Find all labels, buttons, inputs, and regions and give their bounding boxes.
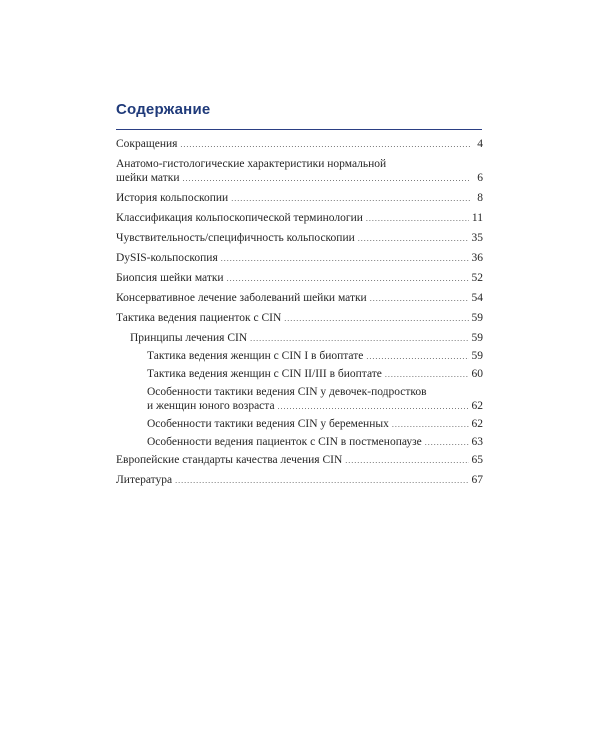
toc-entry-title: Классификация кольпоскопической терминологии xyxy=(116,212,363,224)
toc-page-number: 52 xyxy=(471,272,483,284)
toc-entry-title: Тактика ведения пациенток с CIN xyxy=(116,312,282,324)
toc-entry-european-standards[interactable] xyxy=(116,453,483,468)
dot-leader xyxy=(221,252,469,266)
toc-entry-title: Тактика ведения женщин с CIN II/III в биоптате xyxy=(147,368,382,380)
toc-page-number: 8 xyxy=(477,192,483,204)
title-divider xyxy=(116,129,482,130)
toc-entry-title-line1: Особенности тактики ведения CIN у девочек-подростков xyxy=(147,386,427,398)
toc-page-number: 35 xyxy=(471,232,483,244)
toc-entry-dysis[interactable] xyxy=(116,251,483,266)
toc-page-number: 59 xyxy=(471,332,483,344)
dot-leader xyxy=(370,292,469,306)
toc-page-number: 62 xyxy=(471,418,483,430)
table-of-contents xyxy=(116,137,483,493)
toc-entry-title: Тактика ведения женщин с CIN I в биоптате xyxy=(147,350,364,362)
toc-entry-anatomy[interactable] xyxy=(116,157,483,186)
toc-page-number: 59 xyxy=(471,312,483,324)
dot-leader xyxy=(345,454,468,468)
toc-page-number: 54 xyxy=(471,292,483,304)
dot-leader xyxy=(284,312,468,326)
toc-entry-title: Особенности тактики ведения CIN у беременных xyxy=(147,418,389,430)
toc-entry-title: Консервативное лечение заболеваний шейки матки xyxy=(116,292,367,304)
toc-entry-title: Европейские стандарты качества лечения CIN xyxy=(116,454,343,466)
toc-entry-title-line1: Анатомо-гистологические характеристики нормальной xyxy=(116,158,387,170)
toc-entry-title: Принципы лечения CIN xyxy=(130,332,248,344)
toc-page-number: 59 xyxy=(471,350,483,362)
dot-leader xyxy=(358,232,469,246)
toc-entry-sensitivity[interactable] xyxy=(116,231,483,246)
toc-entry-title: Биопсия шейки матки xyxy=(116,272,224,284)
dot-leader xyxy=(180,138,470,152)
dot-leader xyxy=(231,192,470,206)
page-title: Содержание xyxy=(116,101,211,118)
toc-entry-cin2-3[interactable] xyxy=(116,367,483,382)
toc-entry-title: История кольпоскопии xyxy=(116,192,229,204)
toc-entry-title: DySIS-кольпоскопия xyxy=(116,252,218,264)
toc-entry-cin1[interactable] xyxy=(116,349,483,364)
dot-leader xyxy=(227,272,469,286)
dot-leader xyxy=(278,400,469,414)
dot-leader xyxy=(385,368,469,382)
toc-page-number: 65 xyxy=(471,454,483,466)
toc-entry-cin-management[interactable] xyxy=(116,311,483,326)
toc-entry-biopsy[interactable] xyxy=(116,271,483,286)
toc-entry-conservative-treatment[interactable] xyxy=(116,291,483,306)
toc-entry-classification[interactable] xyxy=(116,211,483,226)
dot-leader xyxy=(175,474,468,488)
toc-entry-title: шейки матки xyxy=(116,172,180,184)
toc-page-number: 62 xyxy=(471,400,483,412)
toc-page-number: 4 xyxy=(477,138,483,150)
toc-page-number: 11 xyxy=(471,212,483,224)
dot-leader xyxy=(183,172,470,186)
toc-entry-references[interactable] xyxy=(116,473,483,488)
toc-page-number: 60 xyxy=(471,368,483,380)
toc-entry-cin-principles[interactable] xyxy=(116,331,483,346)
dot-leader xyxy=(250,332,468,346)
toc-entry-title: Особенности ведения пациенток с CIN в постменопаузе xyxy=(147,436,422,448)
toc-entry-abbreviations[interactable] xyxy=(116,137,483,152)
dot-leader xyxy=(366,212,469,226)
toc-entry-title: Чувствительность/специфичность кольпоскопии xyxy=(116,232,355,244)
toc-entry-cin-adolescents[interactable] xyxy=(116,385,483,414)
dot-leader xyxy=(392,418,469,432)
dot-leader xyxy=(425,436,469,450)
toc-page-number: 67 xyxy=(471,474,483,486)
toc-entry-cin-postmenopause[interactable] xyxy=(116,435,483,450)
toc-entry-title: Сокращения xyxy=(116,138,178,150)
toc-entry-title: и женщин юного возраста xyxy=(147,400,275,412)
toc-page-number: 6 xyxy=(477,172,483,184)
toc-entry-history[interactable] xyxy=(116,191,483,206)
toc-entry-cin-pregnancy[interactable] xyxy=(116,417,483,432)
toc-entry-title: Литература xyxy=(116,474,173,486)
toc-page-number: 63 xyxy=(471,436,483,448)
dot-leader xyxy=(366,350,468,364)
toc-page-number: 36 xyxy=(471,252,483,264)
